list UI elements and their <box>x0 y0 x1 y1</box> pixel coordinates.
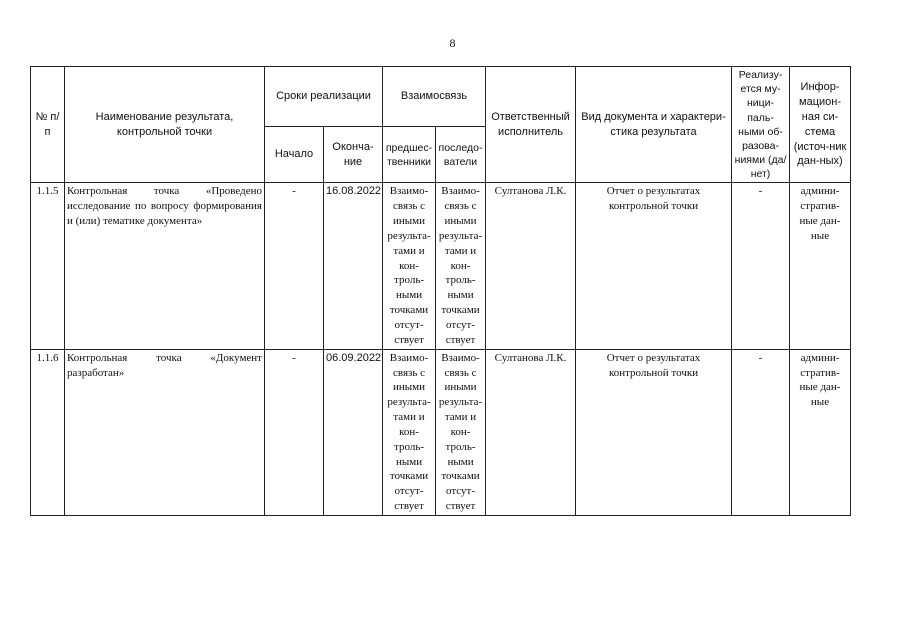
row-municipal: - <box>732 349 790 515</box>
row-start: - <box>265 349 324 515</box>
header-responsible: Ответственный исполнитель <box>486 67 576 183</box>
row-info-system: админи- стратив- ные дан- ные <box>790 183 851 349</box>
row-responsible: Султанова Л.К. <box>486 349 576 515</box>
row-responsible: Султанова Л.К. <box>486 183 576 349</box>
row-num: 1.1.6 <box>31 349 65 515</box>
header-num: № п/п <box>31 67 65 183</box>
header-relation: Взаимосвязь <box>383 67 486 127</box>
row-end: 16.08.2022 <box>324 183 383 349</box>
row-end: 06.09.2022 <box>324 349 383 515</box>
header-info-system: Инфор-мацион-ная си-стема (источ-ник дан-ных) <box>790 67 851 183</box>
row-municipal: - <box>732 183 790 349</box>
row-doc-type: Отчет о результатах контрольной точки <box>576 349 732 515</box>
row-name: Контрольная точка «Документ разработан» <box>65 349 265 515</box>
row-doc-type: Отчет о результатах контрольной точки <box>576 183 732 349</box>
header-name: Наименование результата, контрольной точки <box>65 67 265 183</box>
header-successors: последо-ватели <box>436 127 486 183</box>
row-predecessors: Взаимо- связь с иными результа- тами и кон- троль- ными точками отсут- ствует <box>383 183 436 349</box>
header-doc-type: Вид документа и характери-стика результата <box>576 67 732 183</box>
page-number: 8 <box>449 36 456 50</box>
row-num: 1.1.5 <box>31 183 65 349</box>
header-terms: Сроки реализации <box>265 67 383 127</box>
header-end: Оконча-ние <box>324 127 383 183</box>
header-start: Начало <box>265 127 324 183</box>
row-successors: Взаимо- связь с иными результа- тами и кон- троль- ными точками отсут- ствует <box>436 349 486 515</box>
row-start: - <box>265 183 324 349</box>
table-row <box>31 349 851 515</box>
row-name: Контрольная точка «Проведено исследование по вопросу формирования и (или) тематике документа» <box>65 183 265 349</box>
row-successors: Взаимо- связь с иными результа- тами и кон- троль- ными точками отсут- ствует <box>436 183 486 349</box>
row-info-system: админи- стратив- ные дан- ные <box>790 349 851 515</box>
header-predecessors: предшес-твенники <box>383 127 436 183</box>
table-row <box>31 183 851 349</box>
header-municipal: Реализу-ется му-ници-паль-ными об-разова-ниями (да/нет) <box>732 67 790 183</box>
results-table <box>30 66 851 516</box>
row-predecessors: Взаимо- связь с иными результа- тами и кон- троль- ными точками отсут- ствует <box>383 349 436 515</box>
